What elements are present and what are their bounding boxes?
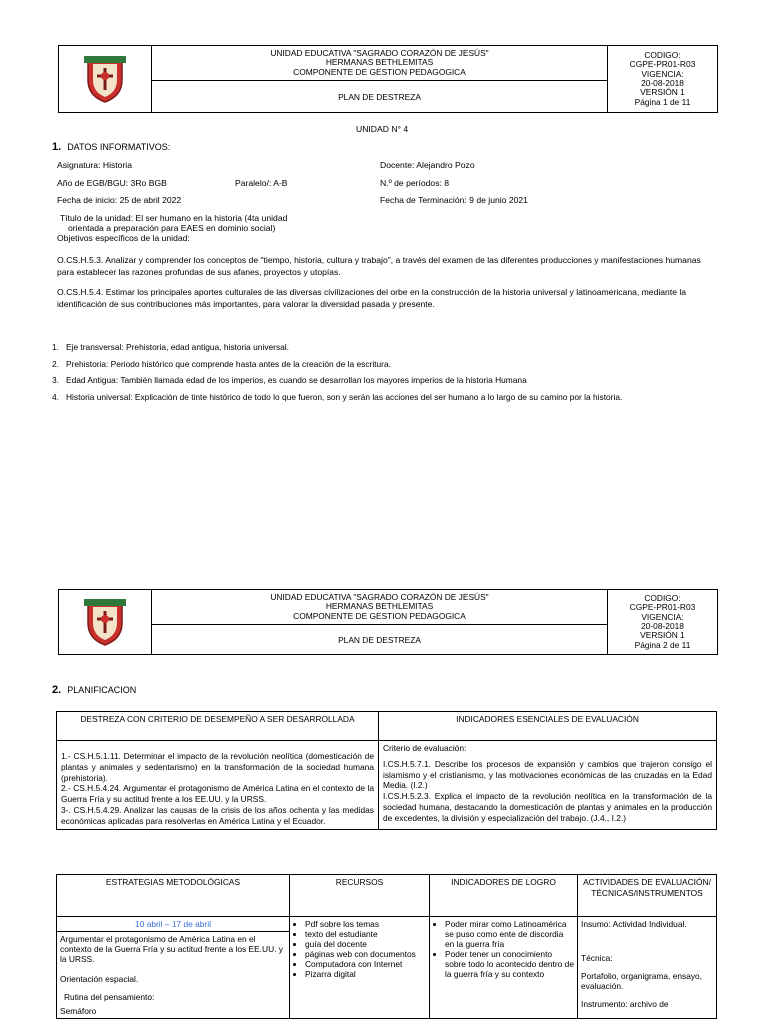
- list-item: • texto del estudiante: [305, 929, 426, 939]
- list-item: • Pdf sobre los temas: [305, 919, 426, 929]
- school-order: HERMANAS BETHLEMITAS: [325, 57, 434, 68]
- logros-cell: [430, 917, 578, 1019]
- school-component: COMPONENTE DE GESTION PEDAGOGICA: [293, 610, 466, 621]
- indicadores-header: INDICADORES ESENCIALES DE EVALUACIÓN: [379, 712, 717, 741]
- indicadores-cell: [379, 741, 717, 830]
- info-paralelo: Paralelo/: A-B: [235, 178, 288, 188]
- school-name: UNIDAD EDUCATIVA "SAGRADO CORAZÓN DE JESÚS": [270, 47, 489, 58]
- destreza-3: 3-. CS.H.5.4.29. Analizar las causas de la crisis de los años ochenta y las medidas económicas aplicadas para resolverlas en América Latina y el Ecuador.: [61, 804, 374, 826]
- unit-title: UNIDAD N° 4: [356, 124, 409, 134]
- page-number: Página 2 de 11: [634, 639, 691, 650]
- vigencia-label: VIGENCIA:: [641, 611, 684, 622]
- school-component: COMPONENTE DE GESTION PEDAGOGICA: [293, 66, 466, 77]
- logros-header: INDICADORES DE LOGRO: [430, 875, 578, 917]
- tecnica-text: Portafolio, organigrama, ensayo, evaluación.: [581, 971, 703, 991]
- info-fecha-terminacion: Fecha de Terminación: 9 de junio 2021: [380, 195, 528, 205]
- estrategia-3: Rutina del pensamiento:: [64, 992, 155, 1002]
- recursos-cell: [290, 917, 430, 1019]
- list-item: • Poder mirar como Latinoamérica se puso como ente de discordia en la guerra fría: [445, 919, 574, 949]
- section-1-number: 1.: [52, 141, 62, 153]
- code-value: CGPE-PR01-R03: [629, 59, 696, 70]
- list-item: 3. Edad Antigua: También llamada edad de los imperios, es cuando se desarrollan los mayores imperios de la historia Humana: [52, 375, 527, 386]
- estrategia-1: Argumentar el protagonismo de América Latina en el contexto de la Guerra Fría y su actitud frente a los EE.UU. y la URSS.: [60, 934, 283, 964]
- school-order: HERMANAS BETHLEMITAS: [325, 601, 434, 612]
- plan-title: PLAN DE DESTREZA: [338, 634, 421, 645]
- list-item: 4. Historia universal: Explicación de tinte histórico de todo lo que fueron, son y serán las acciones del ser humano a lo largo de su camino por la historia.: [52, 391, 623, 402]
- school-name: UNIDAD EDUCATIVA "SAGRADO CORAZÓN DE JESÚS": [270, 591, 489, 602]
- estrategias-header: ESTRATEGIAS METODOLÓGICAS: [57, 875, 290, 917]
- code-label: CODIGO:: [644, 49, 681, 60]
- vigencia-label: VIGENCIA:: [641, 68, 684, 79]
- school-logo: [59, 46, 152, 112]
- destreza-1: 1.- CS.H.5.1.11. Determinar el impacto de la revolución neolítica (domesticación de plantas y animales y sedentarismo) en la transformación de la sociedad humana (prehistoria).: [61, 751, 374, 783]
- destreza-2: 2.- CS.H.5.4.24. Argumentar el protagonismo de América Latina en el contexto de la Guerra Fría y su actitud frente a los EE.UU. y la URSS.: [61, 783, 374, 805]
- info-objetivos-label: Objetivos específicos de la unidad:: [57, 233, 190, 243]
- destrezas-cell: [57, 741, 379, 830]
- list-item: 2. Prehistoria: Periodo histórico que comprende hasta antes de la creación de la escritura.: [52, 358, 391, 369]
- school-logo: [59, 590, 152, 654]
- school-crest-icon: [82, 54, 128, 104]
- document-code-block: [608, 590, 717, 654]
- indicador-2: I.CS.H.5.2.3. Explica el impacto de la revolución neolítica en la transformación de la sociedad humana, destacando la domesticación de plantas y animales en la producción de excedentes, la división y especialización del trabajo. (J.4., I.2.): [383, 791, 712, 823]
- destrezas-table: [56, 711, 717, 830]
- concept-list: [52, 339, 720, 405]
- info-fecha-inicio: Fecha de inicio: 25 de abril 2022: [57, 195, 182, 205]
- document-header-1: [58, 45, 718, 113]
- school-crest-icon: [82, 597, 128, 647]
- destrezas-header: DESTREZA CON CRITERIO DE DESEMPEÑO A SER DESARROLLADA: [57, 712, 379, 741]
- criterio-label: Criterio de evaluación:: [383, 743, 467, 753]
- page-number: Página 1 de 11: [634, 96, 691, 107]
- objetivo-2: O.CS.H.5.4. Estimar los principales aportes culturales de las diversas civilizaciones del orbe en la construcción de la historia universal y latinoamericana, mediante la identificación de sus contribuciones más importantes, para valorar la diversidad pasada y presente.: [57, 287, 687, 309]
- insumo-text: Insumo: Actividad Individual.: [581, 919, 687, 929]
- estrategia-4: Semáforo: [60, 1006, 97, 1016]
- list-item: 1. Eje transversal: Prehistoria, edad antigua, historia universal.: [52, 342, 289, 352]
- info-docente: Docente: Alejandro Pozo: [380, 160, 475, 170]
- estrategia-2: Orientación espacial.: [60, 974, 139, 984]
- actividades-cell: [578, 917, 717, 1019]
- info-asignatura: Asignatura: Historia: [57, 160, 132, 170]
- info-periodos: N.º de períodos: 8: [380, 178, 450, 188]
- info-titulo-unidad-1: Título de la unidad: El ser humano en la historia (4ta unidad: [60, 213, 288, 223]
- date-range: 10 abril – 17 de abril: [57, 917, 290, 932]
- estrategias-table: [56, 874, 717, 1019]
- objetivo-1: O.CS.H.5.3. Analizar y comprender los conceptos de "tiempo, historia, cultura y trabajo", a través del examen de las diferentes producciones y manifestaciones humanas para establecer las razones profundas de sus afanes, proyectos y utopías.: [57, 255, 701, 277]
- info-titulo-unidad-2: orientada a preparación para EAES en dominio social): [68, 223, 276, 233]
- list-item: • Poder tener un conocimiento sobre todo lo acontecido dentro de la guerra fría y su contexto: [445, 949, 574, 979]
- version-value: VERSIÓN 1: [640, 87, 685, 98]
- vigencia-value: 20-08-2018: [641, 78, 684, 88]
- document-header-2: [58, 589, 718, 655]
- indicador-1: I.CS.H.5.7.1. Describe los procesos de expansión y cambios que trajeron consigo el islamismo y el cristianismo, y las motivaciones económicas de las cruzadas en la Edad Media. (I.2.): [383, 758, 712, 791]
- info-anio: Año de EGB/BGU: 3Ro BGB: [57, 178, 167, 188]
- plan-title: PLAN DE DESTREZA: [338, 91, 421, 102]
- actividades-header: ACTIVIDADES DE EVALUACIÓN/ TÉCNICAS/INSTRUMENTOS: [578, 875, 717, 917]
- list-item: • guía del docente: [305, 939, 426, 949]
- recursos-header: RECURSOS: [290, 875, 430, 917]
- version-value: VERSIÓN 1: [640, 630, 685, 641]
- tecnica-label: Técnica:: [581, 953, 613, 963]
- section-1-title: DATOS INFORMATIVOS:: [67, 142, 171, 152]
- section-1-heading: [52, 141, 170, 153]
- estrategias-cell: [57, 932, 290, 1019]
- vigencia-value: 20-08-2018: [641, 621, 684, 631]
- list-item: • Computadora con Internet: [305, 959, 426, 969]
- section-2-heading: [52, 684, 136, 696]
- document-code-block: [608, 46, 717, 112]
- code-value: CGPE-PR01-R03: [629, 602, 696, 613]
- list-item: • Pizarra digital: [305, 969, 426, 979]
- section-2-title: PLANIFICACION: [67, 685, 137, 695]
- code-label: CODIGO:: [644, 592, 681, 603]
- list-item: • páginas web con documentos: [305, 949, 426, 959]
- section-2-number: 2.: [52, 684, 62, 696]
- instrumento-text: Instrumento: archivo de: [581, 999, 669, 1009]
